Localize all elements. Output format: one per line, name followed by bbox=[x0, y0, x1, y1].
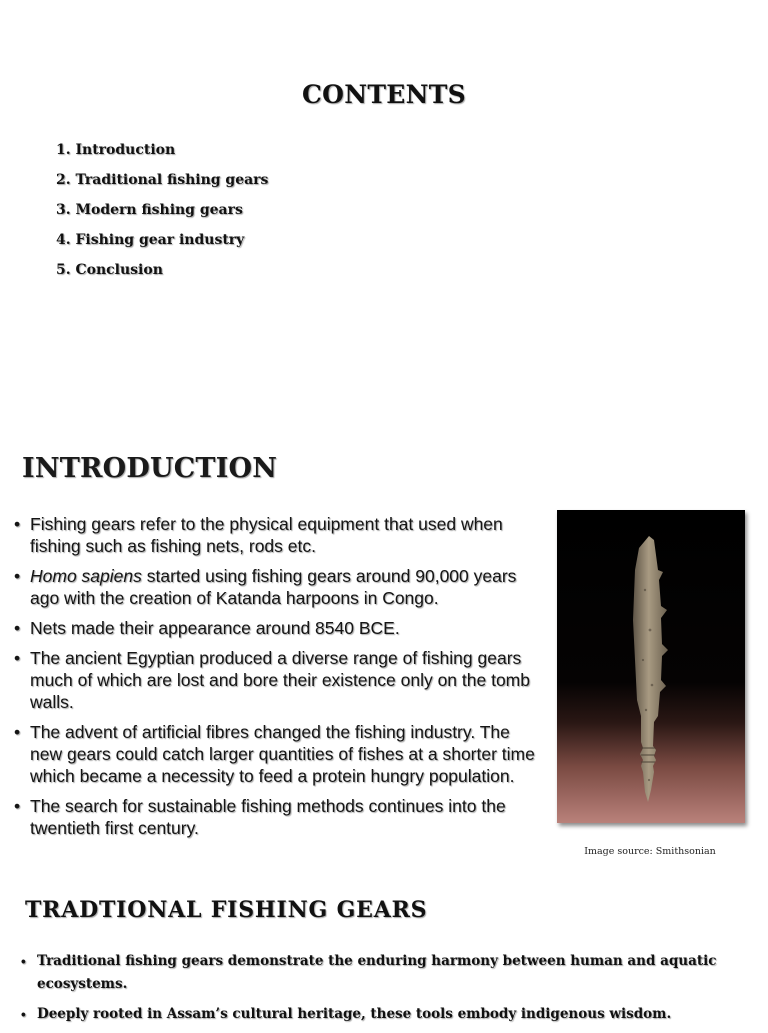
introduction-bullet bbox=[12, 647, 542, 713]
traditional-bullet-text: Traditional fishing gears demonstrate the enduring harmony between human and aquatic ecosystems. bbox=[37, 953, 717, 992]
traditional-fishing-gears-title: TRADTIONAL FISHING GEARS bbox=[25, 897, 428, 923]
introduction-bullet-list bbox=[12, 513, 542, 847]
contents-list bbox=[56, 140, 268, 290]
bullet-glyph: • bbox=[21, 1007, 26, 1022]
traditional-bullet bbox=[18, 1003, 718, 1026]
traditional-bullet-text: Deeply rooted in Assam’s cultural heritage, these tools embody indigenous wisdom. bbox=[37, 1006, 672, 1022]
contents-item-conclusion: 5. Conclusion bbox=[56, 262, 163, 278]
introduction-bullet bbox=[12, 565, 542, 609]
katanda-harpoon-illustration bbox=[557, 510, 745, 823]
introduction-bullet bbox=[12, 617, 542, 639]
introduction-bullet-text: Fishing gears refer to the physical equipment that used when fishing such as fishing nets, rods etc. bbox=[30, 514, 503, 556]
species-name-emphasis: Homo sapiens bbox=[30, 566, 142, 586]
introduction-bullet-text: The ancient Egyptian produced a diverse range of fishing gears much of which are lost and bore their existence only on the tomb walls. bbox=[30, 648, 530, 712]
image-source-caption: Image source: Smithsonian bbox=[584, 846, 716, 857]
introduction-bullet-text: Nets made their appearance around 8540 BCE. bbox=[30, 618, 400, 638]
contents-item-fishing-gear-industry: 4. Fishing gear industry bbox=[56, 232, 245, 248]
introduction-bullet-text: The search for sustainable fishing methods continues into the twentieth first century. bbox=[30, 796, 506, 838]
traditional-bullet-list bbox=[18, 950, 718, 1033]
bullet-glyph: • bbox=[14, 618, 21, 638]
introduction-bullet bbox=[12, 721, 542, 787]
introduction-bullet bbox=[12, 795, 542, 839]
contents-item-traditional-fishing-gears: 2. Traditional fishing gears bbox=[56, 172, 269, 188]
bullet-glyph: • bbox=[21, 954, 26, 969]
contents-title: CONTENTS bbox=[301, 80, 467, 109]
bullet-glyph: • bbox=[14, 796, 21, 816]
introduction-title: INTRODUCTION bbox=[22, 453, 278, 484]
bullet-glyph: • bbox=[14, 648, 21, 668]
introduction-bullet-text: started using fishing gears around 90,000 years ago with the creation of Katanda harpoons in Congo. bbox=[30, 566, 517, 608]
bullet-glyph: • bbox=[14, 722, 21, 742]
introduction-bullet-text: The advent of artificial fibres changed the fishing industry. The new gears could catch larger quantities of fishes at a shorter time which became a necessity to feed a protein hungry population. bbox=[30, 722, 535, 786]
contents-item-modern-fishing-gears: 3. Modern fishing gears bbox=[56, 202, 243, 218]
contents-item-introduction: 1. Introduction bbox=[56, 142, 176, 158]
bullet-glyph: • bbox=[14, 514, 21, 534]
traditional-bullet bbox=[18, 950, 718, 996]
introduction-bullet bbox=[12, 513, 542, 557]
harpoon-photo bbox=[557, 510, 745, 823]
bullet-glyph: • bbox=[14, 566, 21, 586]
